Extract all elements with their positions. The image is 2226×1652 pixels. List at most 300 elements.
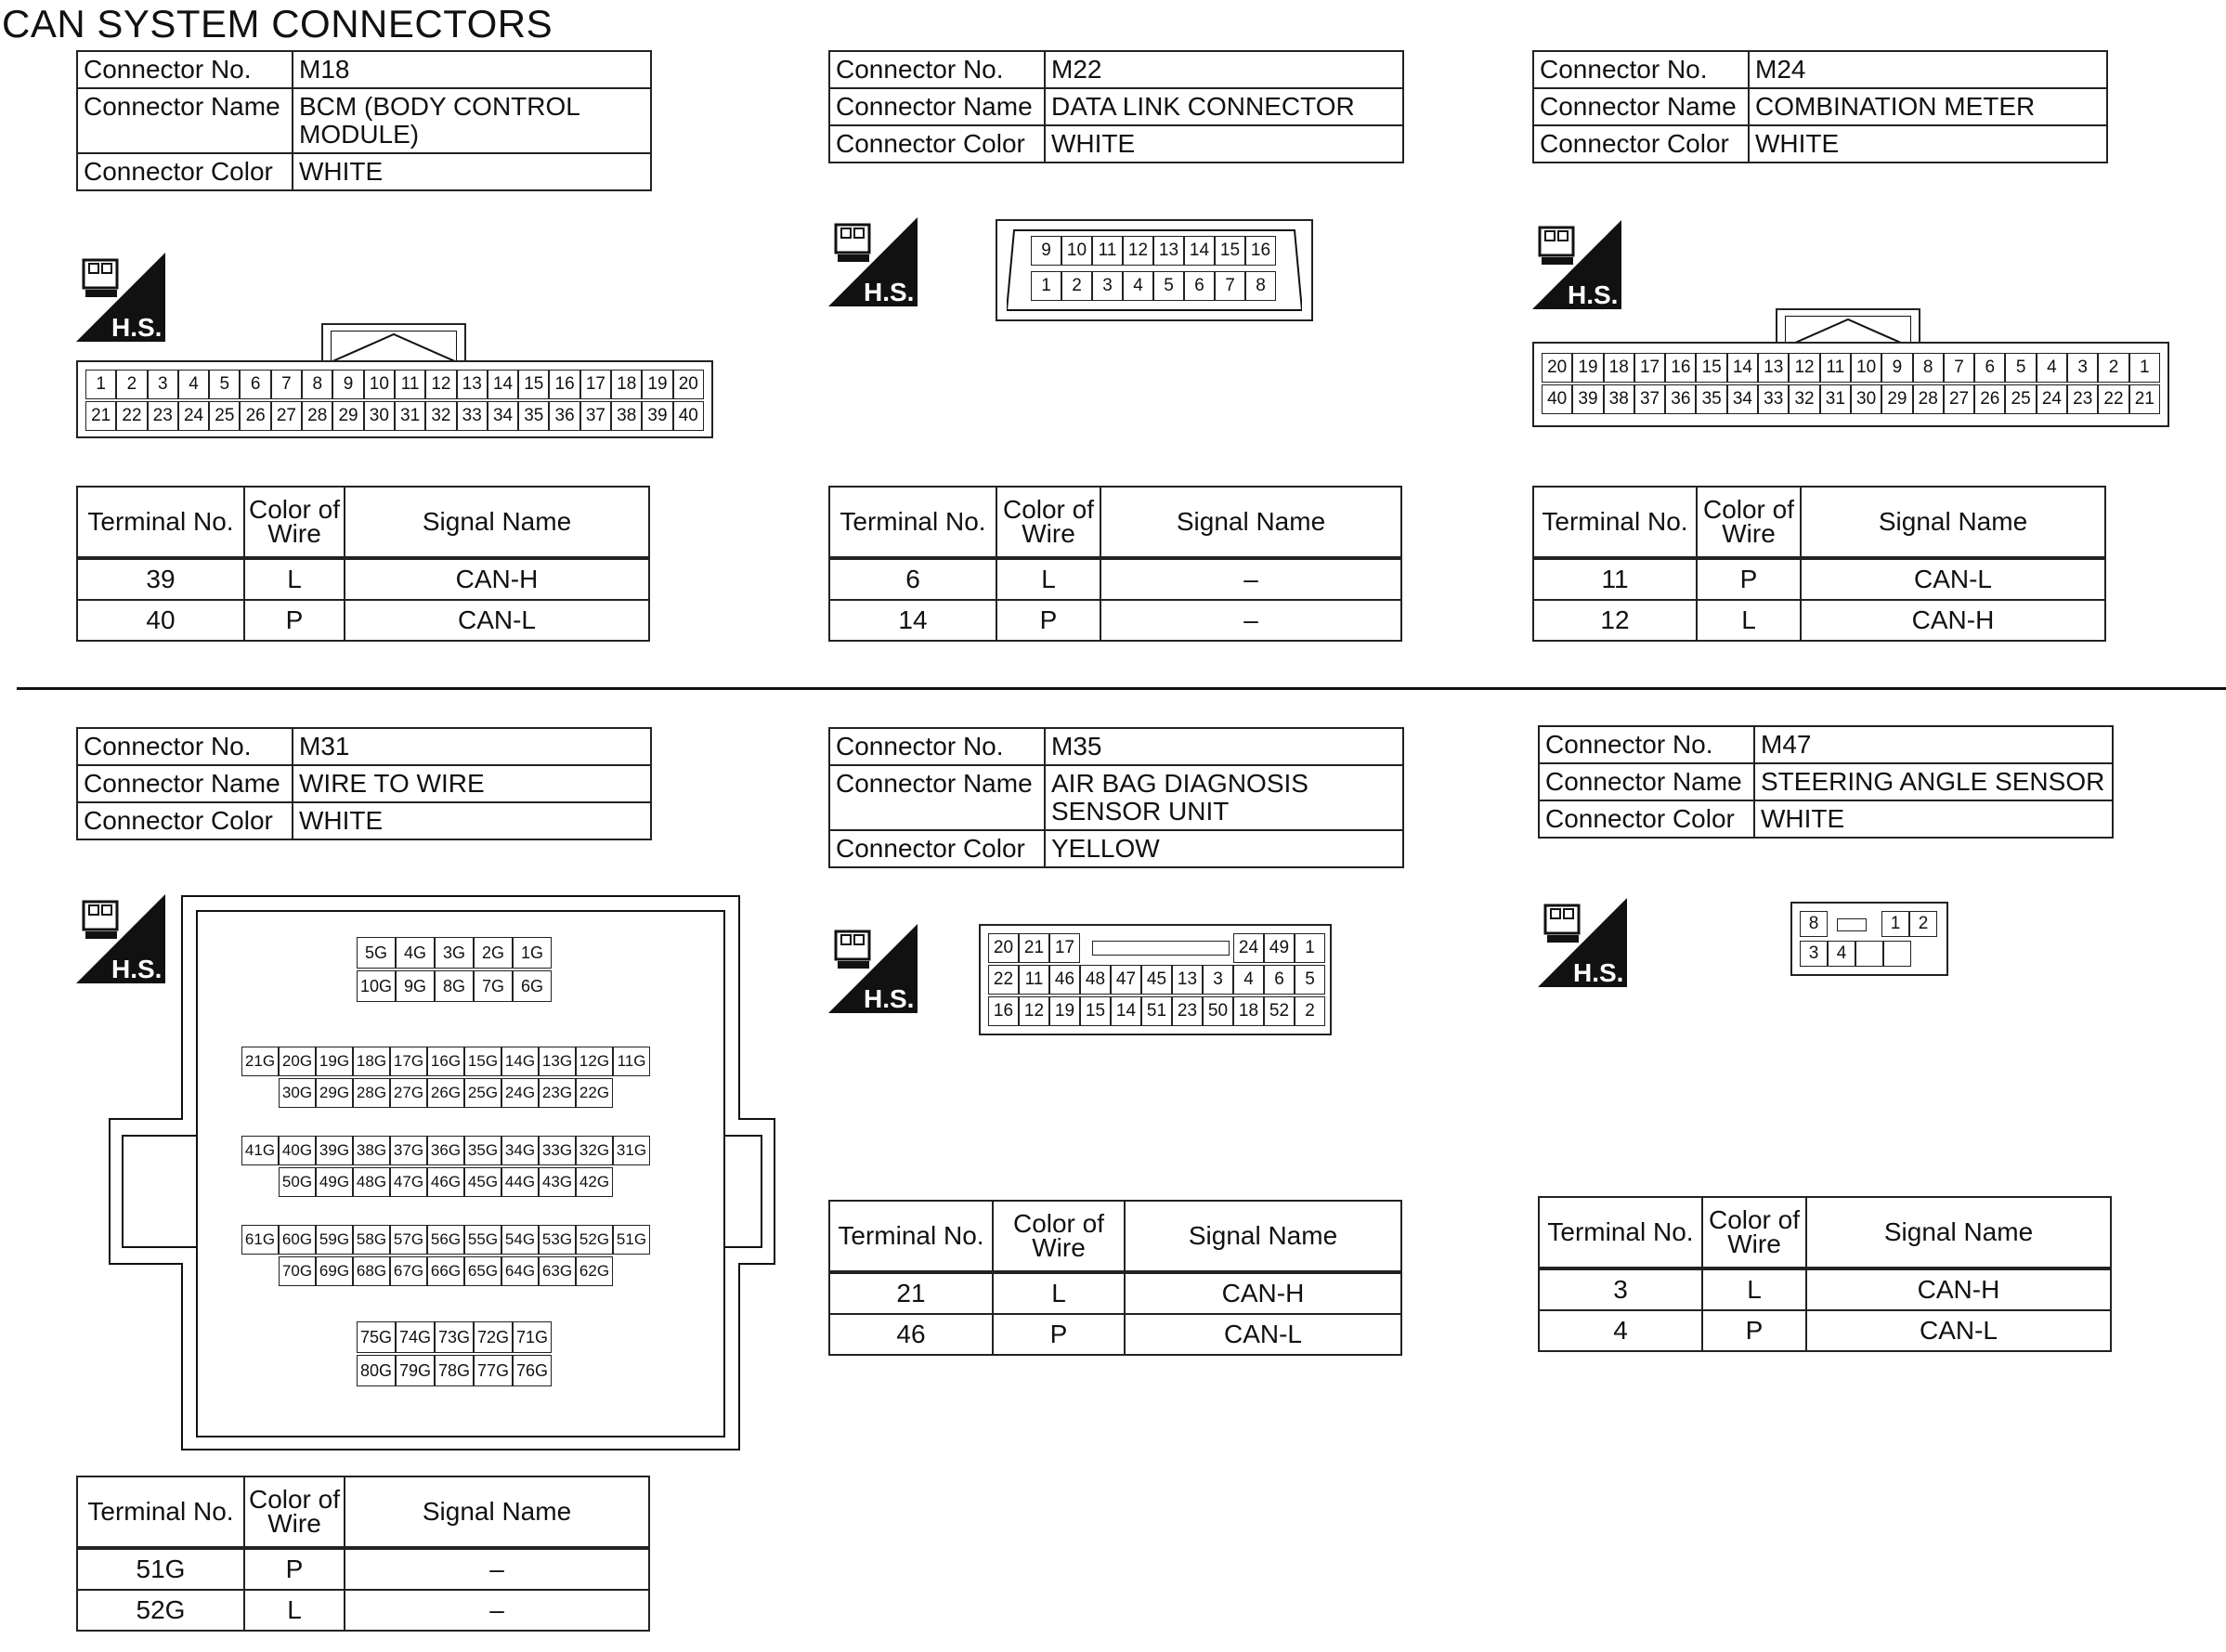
label-connector-no: Connector No. [77,51,293,88]
connector-info-table [76,727,652,840]
terminal-pin: 45 [1141,965,1172,995]
terminal-pin: 11G [613,1047,650,1076]
pin-row-top [1542,353,2160,383]
terminal-no: 52G [77,1590,244,1631]
terminal-pin: 5 [209,370,240,399]
terminal-pin: 38G [353,1136,390,1165]
pin-group-4-bottom [279,1256,613,1286]
table-row [829,1272,1401,1314]
signal-name: CAN-L [1806,1310,2111,1351]
terminal-pin: 30 [1851,384,1881,414]
terminal-no: 6 [829,558,996,600]
terminal-pin: 17G [390,1047,427,1076]
terminal-pin: 7 [271,370,302,399]
terminal-pin: 59G [316,1225,353,1255]
terminal-pin: 78G [435,1355,474,1386]
harness-side-icon [76,253,165,342]
pin-group-1-top [357,937,552,969]
terminal-pin: 24 [178,401,209,431]
terminal-pin [1883,941,1911,967]
terminal-pin: 22 [2098,384,2128,414]
terminal-pin: 12 [1019,996,1049,1026]
label-connector-name: Connector Name [1539,763,1754,800]
terminal-pin: 48G [353,1167,390,1197]
terminal-pin: 20 [1542,353,1572,383]
terminal-pin: 18 [1233,996,1264,1026]
terminal-pin: 26 [240,401,270,431]
terminal-pin: 27 [271,401,302,431]
lock-slot [1837,918,1867,931]
connector-panel-m31 [76,727,782,1637]
signal-name: – [345,1590,649,1631]
connector-info-table [828,50,1404,163]
terminal-pin: 6 [1264,965,1295,995]
terminal-pin: 46 [1049,965,1080,995]
terminal-pin: 4G [396,937,435,969]
terminal-pin: 5G [357,937,396,969]
terminal-pin: 23 [148,401,178,431]
header-terminal-no: Terminal No. [1539,1197,1702,1268]
table-row [829,1314,1401,1355]
table-row [829,558,1401,600]
terminal-pin: 13 [1758,353,1789,383]
terminal-pin: 7 [1215,271,1245,301]
terminal-pin: 14 [1184,236,1215,266]
signal-name: CAN-H [1125,1272,1401,1314]
terminal-pin: 20 [988,933,1019,963]
terminal-pin: 54G [501,1225,539,1255]
hs-label: H.S. [1573,958,1624,987]
terminal-pin: 4 [1123,271,1153,301]
table-row [1533,600,2105,641]
terminal-pin: 2 [116,370,147,399]
terminal-pin: 21 [85,401,116,431]
connector-no-value: M18 [293,51,651,88]
connector-panel-m18 [76,50,726,644]
page-title: CAN SYSTEM CONNECTORS [2,2,553,46]
header-signal-name: Signal Name [1801,487,2105,558]
terminal-table [1538,1196,2112,1352]
signal-name: – [345,1548,649,1590]
terminal-pin: 58G [353,1225,390,1255]
label-connector-color: Connector Color [1533,125,1749,163]
terminal-pin: 13G [539,1047,576,1076]
section-divider [17,687,2226,690]
connector-info-table [1538,725,2114,839]
terminal-pin: 15 [1215,236,1245,266]
terminal-pin: 56G [427,1225,464,1255]
terminal-pin: 6 [1974,353,2005,383]
terminal-pin: 10 [1061,236,1092,266]
terminal-pin: 53G [539,1225,576,1255]
hs-label: H.S. [1568,280,1619,309]
terminal-pin: 16 [1665,353,1696,383]
terminal-pin: 6 [1184,271,1215,301]
header-terminal-no: Terminal No. [77,487,244,558]
terminal-pin: 51 [1141,996,1172,1026]
connector-panel-m35 [828,727,1432,1377]
terminal-pin: 10 [1851,353,1881,383]
terminal-pin: 29 [332,401,363,431]
header-terminal-no: Terminal No. [77,1476,244,1548]
terminal-pin: 37 [1634,384,1665,414]
terminal-pin: 80G [357,1355,396,1386]
terminal-pin: 14G [501,1047,539,1076]
terminal-no: 4 [1539,1310,1702,1351]
connector-color-value: YELLOW [1045,830,1403,867]
header-signal-name: Signal Name [1125,1201,1401,1272]
terminal-pin: 3 [148,370,178,399]
terminal-pin: 1 [85,370,116,399]
label-connector-color: Connector Color [77,153,293,190]
hs-label: H.S. [864,278,915,306]
table-row [1533,558,2105,600]
connector-no-value: M47 [1754,726,2113,763]
terminal-pin: 9 [1881,353,1912,383]
terminal-pin: 76G [513,1355,552,1386]
connector-color-value: WHITE [1045,125,1403,163]
terminal-pin: 12 [1789,353,1819,383]
terminal-pin: 29G [316,1078,353,1108]
pin-row-top [85,370,704,399]
terminal-pin: 31 [1820,384,1851,414]
connector-panel-m22 [828,50,1432,644]
terminal-pin: 32G [576,1136,613,1165]
terminal-pin: 1 [2129,353,2160,383]
terminal-pin: 21 [1019,933,1049,963]
terminal-pin: 16 [988,996,1019,1026]
header-terminal-no: Terminal No. [829,487,996,558]
terminal-pin: 40G [279,1136,316,1165]
wire-color: L [993,1272,1125,1314]
terminal-pin: 21G [241,1047,279,1076]
connector-info-table [76,50,652,191]
terminal-pin: 10 [364,370,395,399]
hs-label: H.S. [111,313,163,342]
wire-color: L [996,558,1100,600]
hs-label: H.S. [864,984,915,1013]
terminal-pin: 25G [464,1078,501,1108]
terminal-pin: 57G [390,1225,427,1255]
label-connector-no: Connector No. [77,728,293,765]
terminal-pin: 36 [1665,384,1696,414]
wire-color: L [244,1590,345,1631]
terminal-pin: 74G [396,1321,435,1353]
signal-name: – [1100,558,1401,600]
terminal-pin: 38 [611,401,642,431]
terminal-pin: 5 [1153,271,1184,301]
label-connector-color: Connector Color [829,125,1045,163]
terminal-no: 14 [829,600,996,641]
connector-color-value: WHITE [293,802,651,839]
terminal-pin: 6G [513,970,552,1002]
terminal-pin: 1 [1031,271,1061,301]
terminal-pin: 3 [1092,271,1123,301]
terminal-pin: 34 [488,401,518,431]
harness-side-icon [828,217,918,306]
table-row [77,1548,649,1590]
terminal-pin: 15 [1080,996,1111,1026]
label-connector-color: Connector Color [829,830,1045,867]
table-row [77,600,649,641]
terminal-pin: 38 [1604,384,1634,414]
terminal-pin: 17 [580,370,611,399]
terminal-pin: 2 [2098,353,2128,383]
wire-color: P [993,1314,1125,1355]
terminal-pin: 14 [1111,996,1141,1026]
header-terminal-no: Terminal No. [1533,487,1697,558]
pin-row-top-right [1881,911,1937,937]
label-connector-no: Connector No. [829,51,1045,88]
terminal-pin: 14 [488,370,518,399]
terminal-pin: 73G [435,1321,474,1353]
pin-group-2-top [241,1047,650,1076]
terminal-pin: 8 [1913,353,1944,383]
terminal-pin: 1 [1881,911,1909,937]
terminal-no: 46 [829,1314,993,1355]
connector-name-value: COMBINATION METER [1749,88,2107,125]
pin-group-1-bottom [357,970,552,1002]
header-color-of-wire: Color of Wire [244,487,345,558]
header-color-of-wire: Color of Wire [1702,1197,1806,1268]
terminal-pin: 22G [576,1078,613,1108]
header-signal-name: Signal Name [1100,487,1401,558]
terminal-pin: 19 [642,370,672,399]
terminal-pin: 64G [501,1256,539,1286]
connector-name-value: DATA LINK CONNECTOR [1045,88,1403,125]
terminal-pin: 28 [1913,384,1944,414]
terminal-pin: 6 [240,370,270,399]
terminal-pin: 8 [1245,271,1276,301]
terminal-pin: 27G [390,1078,427,1108]
terminal-pin: 47 [1111,965,1141,995]
terminal-pin: 69G [316,1256,353,1286]
terminal-pin: 14 [1727,353,1758,383]
terminal-pin: 15G [464,1047,501,1076]
terminal-pin: 49 [1264,933,1295,963]
terminal-pin: 39 [1572,384,1603,414]
pin-group-5-top [357,1321,552,1353]
terminal-pin: 35 [518,401,549,431]
connector-name-value: STEERING ANGLE SENSOR [1754,763,2113,800]
connector-no-value: M35 [1045,728,1403,765]
table-row [829,600,1401,641]
terminal-pin: 2 [1061,271,1092,301]
terminal-pin: 17 [1634,353,1665,383]
pin-row-bottom [1031,271,1276,301]
terminal-pin: 36G [427,1136,464,1165]
wire-color: P [996,600,1100,641]
terminal-pin: 9G [396,970,435,1002]
terminal-pin: 11 [395,370,425,399]
header-terminal-no: Terminal No. [829,1201,993,1272]
terminal-pin: 24 [1233,933,1264,963]
terminal-pin: 16 [1245,236,1276,266]
connector-info-table [828,727,1404,868]
terminal-pin: 25 [209,401,240,431]
terminal-pin: 18 [1604,353,1634,383]
terminal-pin: 4 [1233,965,1264,995]
terminal-pin: 41G [241,1136,279,1165]
terminal-pin: 16G [427,1047,464,1076]
terminal-pin: 55G [464,1225,501,1255]
label-connector-name: Connector Name [77,765,293,802]
pin-row-bottom [1800,941,1911,967]
terminal-pin: 79G [396,1355,435,1386]
connector-no-value: M22 [1045,51,1403,88]
pin-row-middle [988,965,1325,995]
terminal-pin: 7G [474,970,513,1002]
terminal-pin: 21 [2129,384,2160,414]
terminal-pin: 8G [435,970,474,1002]
terminal-pin: 23G [539,1078,576,1108]
header-signal-name: Signal Name [1806,1197,2111,1268]
table-row [1539,1310,2111,1351]
label-connector-no: Connector No. [1533,51,1749,88]
lock-tab-icon [331,331,457,364]
table-row [1539,1268,2111,1310]
wire-color: P [244,600,345,641]
terminal-pin: 24G [501,1078,539,1108]
terminal-pin: 31G [613,1136,650,1165]
harness-side-icon [1538,898,1627,987]
terminal-pin: 46G [427,1167,464,1197]
terminal-pin: 10G [357,970,396,1002]
terminal-pin: 5 [1295,965,1325,995]
connector-color-value: WHITE [1749,125,2107,163]
terminal-pin: 11 [1092,236,1123,266]
terminal-pin: 50G [279,1167,316,1197]
terminal-pin: 29 [1881,384,1912,414]
terminal-pin: 40 [673,401,704,431]
terminal-pin: 40 [1542,384,1572,414]
terminal-pin: 44G [501,1167,539,1197]
terminal-pin: 26 [1974,384,2005,414]
terminal-pin: 3G [435,937,474,969]
signal-name: CAN-H [1801,600,2105,641]
hs-label: H.S. [111,955,163,983]
terminal-pin: 9 [1031,236,1061,266]
terminal-pin: 30G [279,1078,316,1108]
terminal-pin: 33 [457,401,488,431]
terminal-pin: 39G [316,1136,353,1165]
terminal-no: 39 [77,558,244,600]
label-connector-name: Connector Name [1533,88,1749,125]
terminal-pin: 51G [613,1225,650,1255]
terminal-pin: 8 [302,370,332,399]
connector-panel-m24 [1532,50,2182,644]
terminal-pin: 1 [1295,933,1325,963]
terminal-pin: 20 [673,370,704,399]
connector-name-value: AIR BAG DIAGNOSIS SENSOR UNIT [1045,765,1403,830]
terminal-pin: 52 [1264,996,1295,1026]
pin-row-top [1031,236,1276,266]
terminal-pin: 49G [316,1167,353,1197]
terminal-pin: 37 [580,401,611,431]
terminal-pin: 61G [241,1225,279,1255]
terminal-pin: 52G [576,1225,613,1255]
terminal-pin: 72G [474,1321,513,1353]
label-connector-color: Connector Color [1539,800,1754,838]
terminal-pin: 3 [1800,941,1828,967]
wire-color: P [1697,558,1801,600]
terminal-pin: 48 [1080,965,1111,995]
connector-color-value: WHITE [293,153,651,190]
connector-color-value: WHITE [1754,800,2113,838]
label-connector-name: Connector Name [77,88,293,153]
terminal-pin: 34G [501,1136,539,1165]
terminal-table [76,1476,650,1632]
wire-color: P [244,1548,345,1590]
terminal-pin: 50 [1203,996,1233,1026]
pin-group-3-bottom [279,1167,613,1197]
terminal-no: 51G [77,1548,244,1590]
terminal-pin: 60G [279,1225,316,1255]
terminal-pin: 18G [353,1047,390,1076]
table-row [77,558,649,600]
pin-row-bottom [988,996,1325,1026]
terminal-pin: 15 [1696,353,1726,383]
terminal-pin: 18 [611,370,642,399]
terminal-pin: 33G [539,1136,576,1165]
connector-no-value: M31 [293,728,651,765]
harness-side-icon [828,924,918,1013]
terminal-pin: 67G [390,1256,427,1286]
terminal-pin: 16 [549,370,579,399]
signal-name: CAN-H [345,558,649,600]
terminal-pin: 26G [427,1078,464,1108]
lock-slot [1092,941,1230,956]
header-color-of-wire: Color of Wire [993,1201,1125,1272]
terminal-pin: 70G [279,1256,316,1286]
terminal-pin: 43G [539,1167,576,1197]
pin-row-bottom [1542,384,2160,414]
terminal-pin: 11 [1019,965,1049,995]
connector-name-value: WIRE TO WIRE [293,765,651,802]
terminal-pin: 47G [390,1167,427,1197]
header-signal-name: Signal Name [345,487,649,558]
terminal-pin: 28G [353,1078,390,1108]
terminal-pin: 11 [1820,353,1851,383]
pin-group-5-bottom [357,1355,552,1386]
terminal-pin: 65G [464,1256,501,1286]
pin-row-bottom [85,401,704,431]
terminal-pin: 32 [1789,384,1819,414]
label-connector-name: Connector Name [829,88,1045,125]
terminal-pin: 62G [576,1256,613,1286]
wire-color: P [1702,1310,1806,1351]
wire-color: L [244,558,345,600]
header-signal-name: Signal Name [345,1476,649,1548]
connector-info-table [1532,50,2108,163]
terminal-pin: 28 [302,401,332,431]
label-connector-no: Connector No. [1539,726,1754,763]
terminal-pin: 42G [576,1167,613,1197]
terminal-pin [1855,941,1883,967]
terminal-table [828,1200,1402,1356]
connector-no-value: M24 [1749,51,2107,88]
terminal-pin: 13 [457,370,488,399]
terminal-pin: 39 [642,401,672,431]
terminal-pin: 17 [1049,933,1080,963]
terminal-pin: 4 [1828,941,1855,967]
terminal-pin: 36 [549,401,579,431]
signal-name: CAN-L [1801,558,2105,600]
terminal-pin: 12G [576,1047,613,1076]
signal-name: CAN-H [1806,1268,2111,1310]
header-color-of-wire: Color of Wire [996,487,1100,558]
terminal-pin: 34 [1727,384,1758,414]
